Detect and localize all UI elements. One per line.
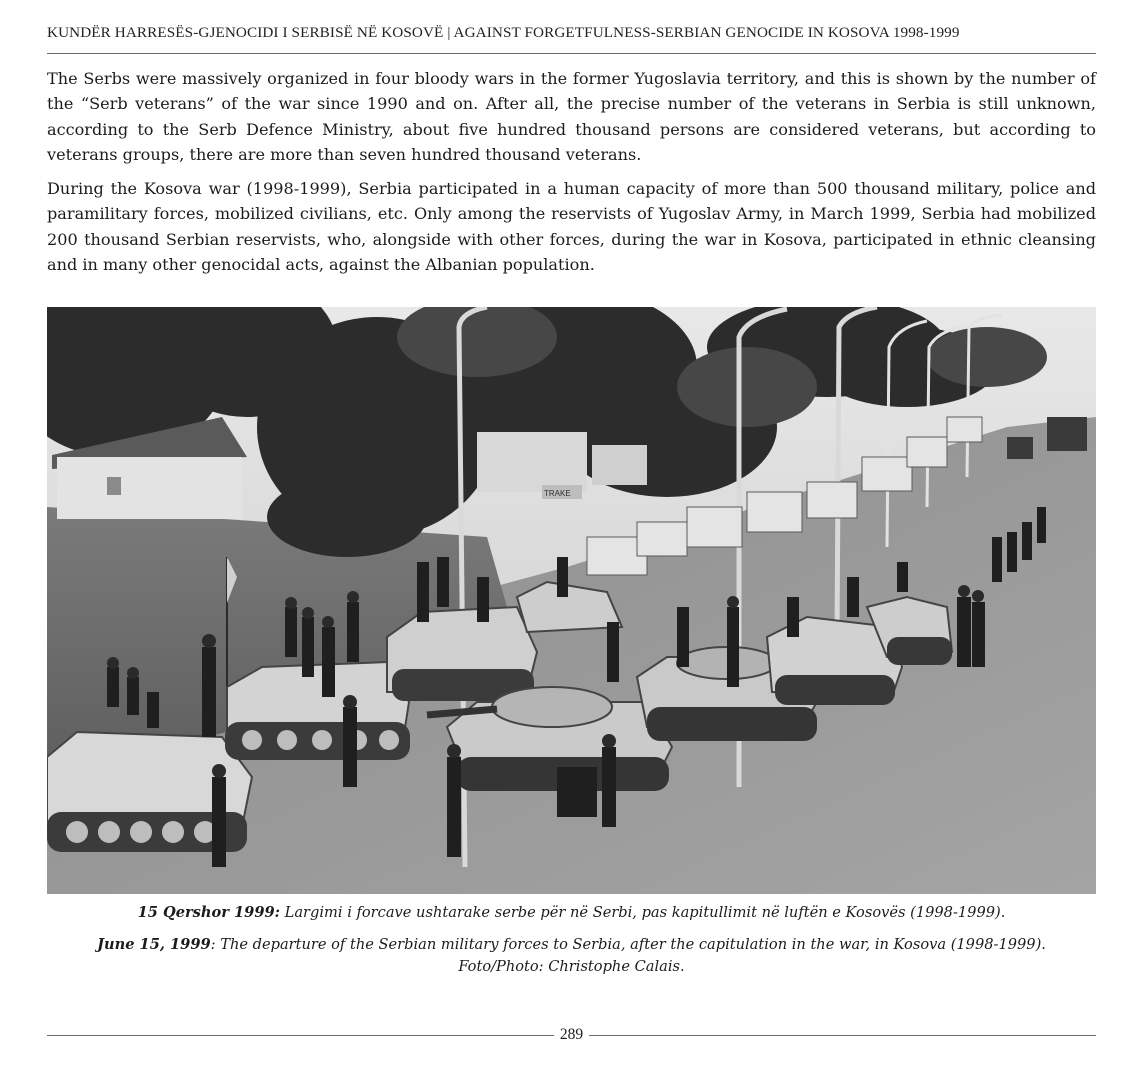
header-rule — [47, 53, 1096, 54]
footer-rule-right — [589, 1035, 1096, 1036]
page-footer — [47, 1024, 1096, 1046]
caption-english-date: June 15, 1999 — [97, 936, 211, 953]
sign-label: TRAKE — [544, 489, 571, 498]
convoy-photo-drawing — [47, 307, 1096, 894]
running-header: KUNDËR HARRESËS-GJENOCIDI I SERBISË NË KOSOVË | AGAINST FORGETFULNESS-SERBIAN GENOCIDE IN KOSOVA 1998-1999 — [47, 24, 960, 41]
caption-english-text: : The departure of the Serbian military forces to Serbia, after the capitulation in the war, in Kosova (1998-1999). — [210, 936, 1046, 953]
page-number: 289 — [559, 1026, 584, 1043]
body-paragraph-2: During the Kosova war (1998-1999), Serbia participated in a human capacity of more than 500 thousand military, police and paramilitary forces, mobilized civilians, etc. Only among the reservists of Yugoslav Army, in March 1999, Serbia had mobilized 200 thousand Serbian reservists, who, alongside with other forces, during the war in Kosova, participated in ethnic cleansing and in many other genocidal acts, against the Albanian population. — [47, 179, 1096, 275]
photo-credit: Foto/Photo: Christophe Calais. — [458, 958, 685, 975]
caption-albanian-text: Largimi i forcave ushtarake serbe për në Serbi, pas kapitullimit në luftën e Kosovës (1998-1999). — [280, 904, 1006, 921]
convoy-photograph — [47, 307, 1096, 894]
body-paragraph-1: The Serbs were massively organized in four bloody wars in the former Yugoslavia territory, and this is shown by the number of the “Serb veterans” of the war since 1990 and on. After all, the precise number of the veterans in Serbia is still unknown, according to the Serb Defence Ministry, about five hundred thousand persons are considered veterans, but according to veterans groups, there are more than seven hundred thousand veterans. — [47, 69, 1096, 165]
caption-albanian-date: 15 Qershor 1999: — [137, 904, 281, 921]
caption-albanian — [47, 902, 1096, 923]
caption-english — [47, 934, 1096, 955]
footer-rule-left — [47, 1035, 554, 1036]
